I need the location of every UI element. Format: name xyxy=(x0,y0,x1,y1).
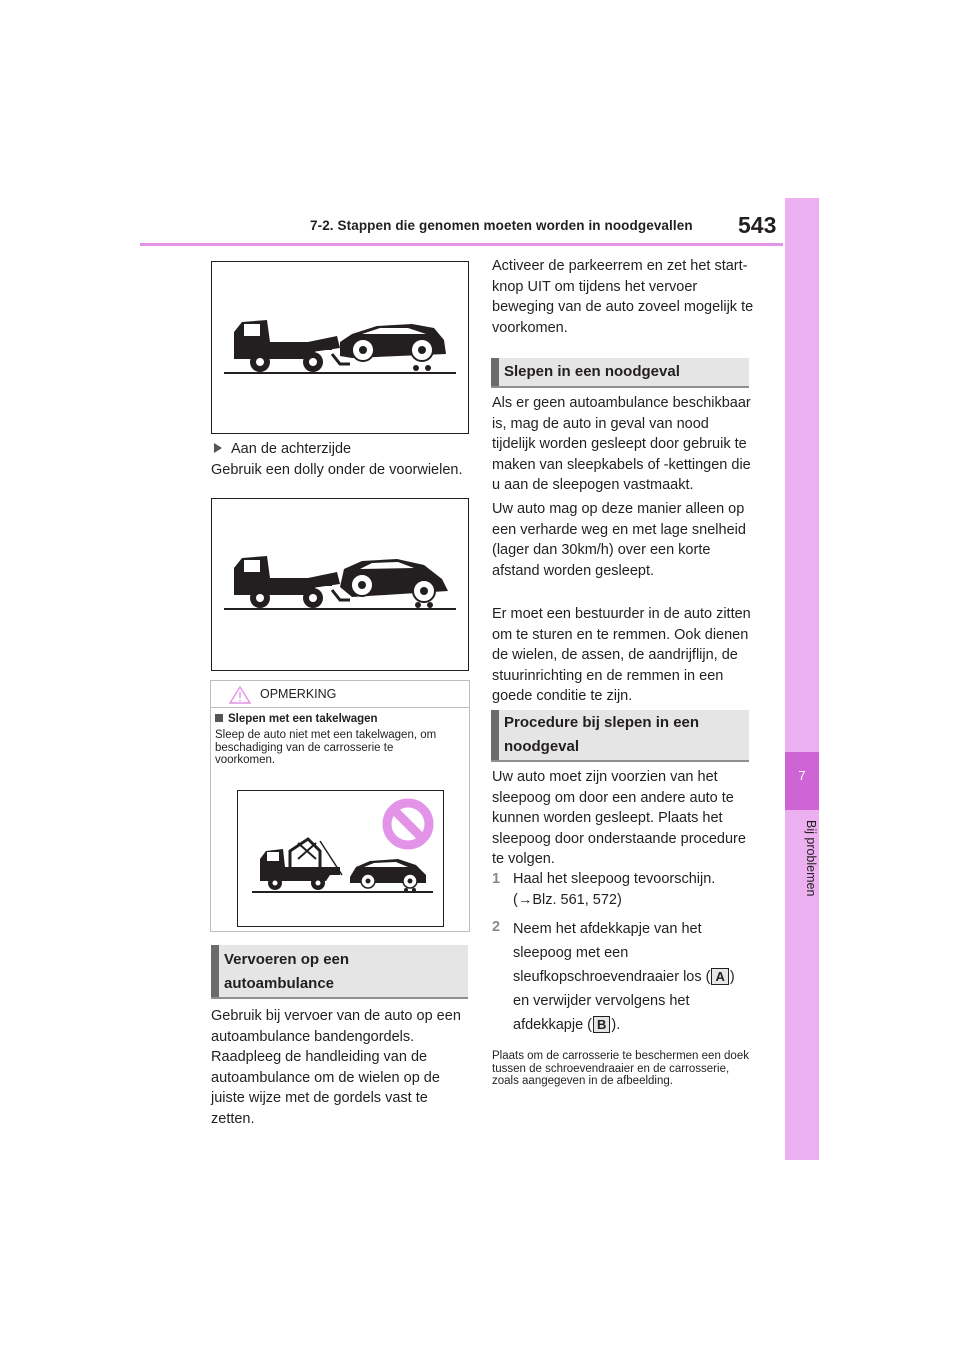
section-heading-text: Procedure bij slepen in een noodgeval xyxy=(504,714,700,755)
step-text xyxy=(513,869,753,910)
driver-requirement-paragraph: Er moet een bestuurder in de auto zitten om te sturen en te remmen. Ook dienen de wielen, de assen, de aandrijflijn, de stuurinrichting en de remmen in een goede conditie te zijn. xyxy=(492,606,751,704)
emergency-towing-paragraph: Als er geen autoambulance beschikbaar is, mag de auto in geval van nood tijdelijk worden gesleept door gebruik te maken van sleepkabels of -kettingen die u aan de sleepogen vastmaakt. xyxy=(492,395,751,493)
transport-instruction: Gebruik bij vervoer van de auto op een autoambulance bandengordels. Raadpleeg de handleiding van de autoambulance om de wielen op de juiste wijze met de gordels vast te zetten. xyxy=(211,1008,461,1127)
section-accent-bar xyxy=(211,945,219,997)
callout-label-a: A xyxy=(711,968,728,985)
section-heading-text: Slepen in een noodgeval xyxy=(504,363,680,380)
towing-eye-paragraph: Uw auto moet zijn voorzien van het sleepoog om door een andere auto te kunnen worden gesleept. Plaats het sleepoog door onderstaande procedure te volgen. xyxy=(492,769,746,867)
parking-brake-instruction: Activeer de parkeerrem en zet het start-knop UIT om tijdens het vervoer beweging van de auto zoveel mogelijk te voorkomen. xyxy=(492,258,754,336)
section-heading-procedure xyxy=(491,710,749,762)
warning-triangle-icon xyxy=(229,686,251,704)
dolly-instruction: Gebruik een dolly onder de voorwielen. xyxy=(211,462,463,478)
bullet-arrow-icon xyxy=(214,443,222,453)
header-rule xyxy=(140,243,783,246)
page-number: 543 xyxy=(738,212,777,238)
bullet-rear-label: Aan de achterzijde xyxy=(231,441,352,457)
tow-truck-prohibited-illustration xyxy=(237,790,444,927)
chapter-side-tab xyxy=(785,198,819,1160)
protection-note: Plaats om de carrosserie te beschermen een doek tussen de schroevendraaier en de carrosserie, zoals aangegeven in de afbeelding. xyxy=(492,1050,749,1087)
square-bullet-icon xyxy=(215,714,223,722)
step-text-part-1: Neem het afdekkapje van het sleepoog met een sleufkopschroevendraaier los ( xyxy=(513,921,711,985)
section-heading-emergency xyxy=(491,358,749,388)
page-reference: (→Blz. 561, 572) xyxy=(513,891,622,908)
notice-box xyxy=(210,680,470,932)
section-accent-bar xyxy=(491,358,499,386)
step-text-main: Haal het sleepoog tevoorschijn. xyxy=(513,871,716,887)
notice-subtitle xyxy=(215,713,378,725)
step-text-part-2: ) en verwijder vervolgens het afdekkapje ( xyxy=(513,969,735,1033)
step-number: 1 xyxy=(492,871,501,887)
notice-label: OPMERKING xyxy=(260,687,337,701)
step-text-part-3: ). xyxy=(611,1017,621,1033)
notice-header xyxy=(211,681,469,708)
step-number: 2 xyxy=(492,919,501,935)
chapter-number: 7 xyxy=(798,768,806,783)
bullet-rear-side xyxy=(214,439,351,460)
notice-subtitle-text: Slepen met een takelwagen xyxy=(228,713,378,725)
notice-body: Sleep de auto niet met een takelwagen, om beschadiging van de carrosserie te voorkomen. xyxy=(215,729,437,766)
step-text xyxy=(513,917,753,1037)
section-heading-text: Vervoeren op een autoambulance xyxy=(224,951,350,992)
callout-label-b: B xyxy=(593,1016,610,1033)
towing-illustration-front-lift xyxy=(211,261,469,434)
chapter-label: Bij problemen xyxy=(804,820,818,897)
section-accent-bar xyxy=(491,710,499,760)
section-title: 7-2. Stappen die genomen moeten worden in noodgevallen xyxy=(310,218,693,233)
low-speed-paragraph: Uw auto mag op deze manier alleen op een verharde weg en met lage snelheid (lager dan 30km/h) over een korte afstand worden gesleept. xyxy=(492,501,746,579)
towing-illustration-dolly xyxy=(211,498,469,671)
section-heading-transport xyxy=(211,945,468,999)
